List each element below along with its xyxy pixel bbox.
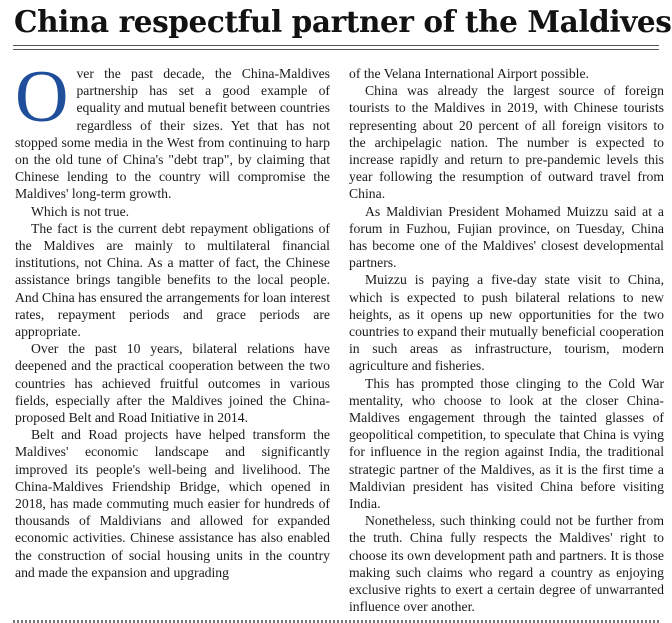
right-column: [349, 65, 664, 616]
paragraph: The fact is the current debt repayment obligations of the Maldives are mainly to multilateral financial institutions, not China. As a matter of fact, the Chinese assistance brings tangible benefits to the local people. And China has ensured the arrangements for loan interest rates, repayment periods and grace periods are appropriate.: [15, 220, 330, 340]
paragraph: Which is not true.: [31, 203, 130, 219]
paragraph: of the Velana International Airport possible.: [349, 66, 589, 81]
headline-rule-bottom: [13, 49, 659, 50]
paragraph: China was already the largest source of foreign tourists to the Maldives in 2019, with Chinese tourists representing about 20 percent of all foreign visitors to the archipelagic nation. The number is expected to increase rapidly and return to pre-pandemic levels this year following the resumption of outward travel from China.: [349, 83, 664, 202]
paragraph: Muizzu is paying a five-day state visit to China, which is expected to push bilateral relations to new heights, as it opens up new opportunities for the two countries to expand their mutually beneficial cooperation in such areas as infrastructure, tourism, modern agriculture and fisheries.: [349, 272, 664, 374]
headline: China respectful partner of the Maldives: [14, 4, 672, 39]
paragraph: Nonetheless, such thinking could not be further from the truth. China fully respects the Maldives' right to choose its own development path and partners. It is those making such claims who regard a country as enjoying exclusive rights to exert a certain degree of unwarranted influence over another.: [349, 513, 664, 615]
paragraph: Belt and Road projects have helped transform the Maldives' economic landscape and significantly improved its people's well-being and livelihood. The China-Maldives Friendship Bridge, which opened in 2018, has made commuting much easier for hundreds of thousands of Maldivians and allowed for expanded economic activities. Chinese assistance has also enabled the construction of social housing units in the country and made the expansion and upgrading: [15, 427, 330, 580]
headline-rule-top: [13, 45, 659, 46]
left-column: [15, 56, 330, 581]
dropcap: O: [15, 56, 69, 138]
paragraph: ver the past decade, the China-Maldives partnership has set a good example of equality and mutual benefit between countries regardless of their sizes. Yet that has not stopped some media in the West from continuing to harp on the old tune of China's "debt trap", by claiming that Chinese lending to the country will compromise the Maldives' long-term growth.: [15, 66, 330, 202]
paragraph: As Maldivian President Mohamed Muizzu said at a forum in Fuzhou, Fujian province, on Tuesday, China has become one of the Maldives' closest developmental partners.: [349, 203, 664, 271]
paragraph: This has prompted those clinging to the Cold War mentality, who choose to look at the closer China-Maldives engagement through the tainted glasses of geopolitical competition, to speculate that China is vying for influence in the region against India, the traditional strategic partner of the Maldives, as it is the first time a Maldivian president has visited China before visiting India.: [349, 375, 664, 512]
paragraph: Over the past 10 years, bilateral relations have deepened and the practical cooperation between the two countries has achieved fruitful outcomes in various fields, especially after the Maldives joined the China-proposed Belt and Road Initiative in 2014.: [15, 341, 330, 426]
